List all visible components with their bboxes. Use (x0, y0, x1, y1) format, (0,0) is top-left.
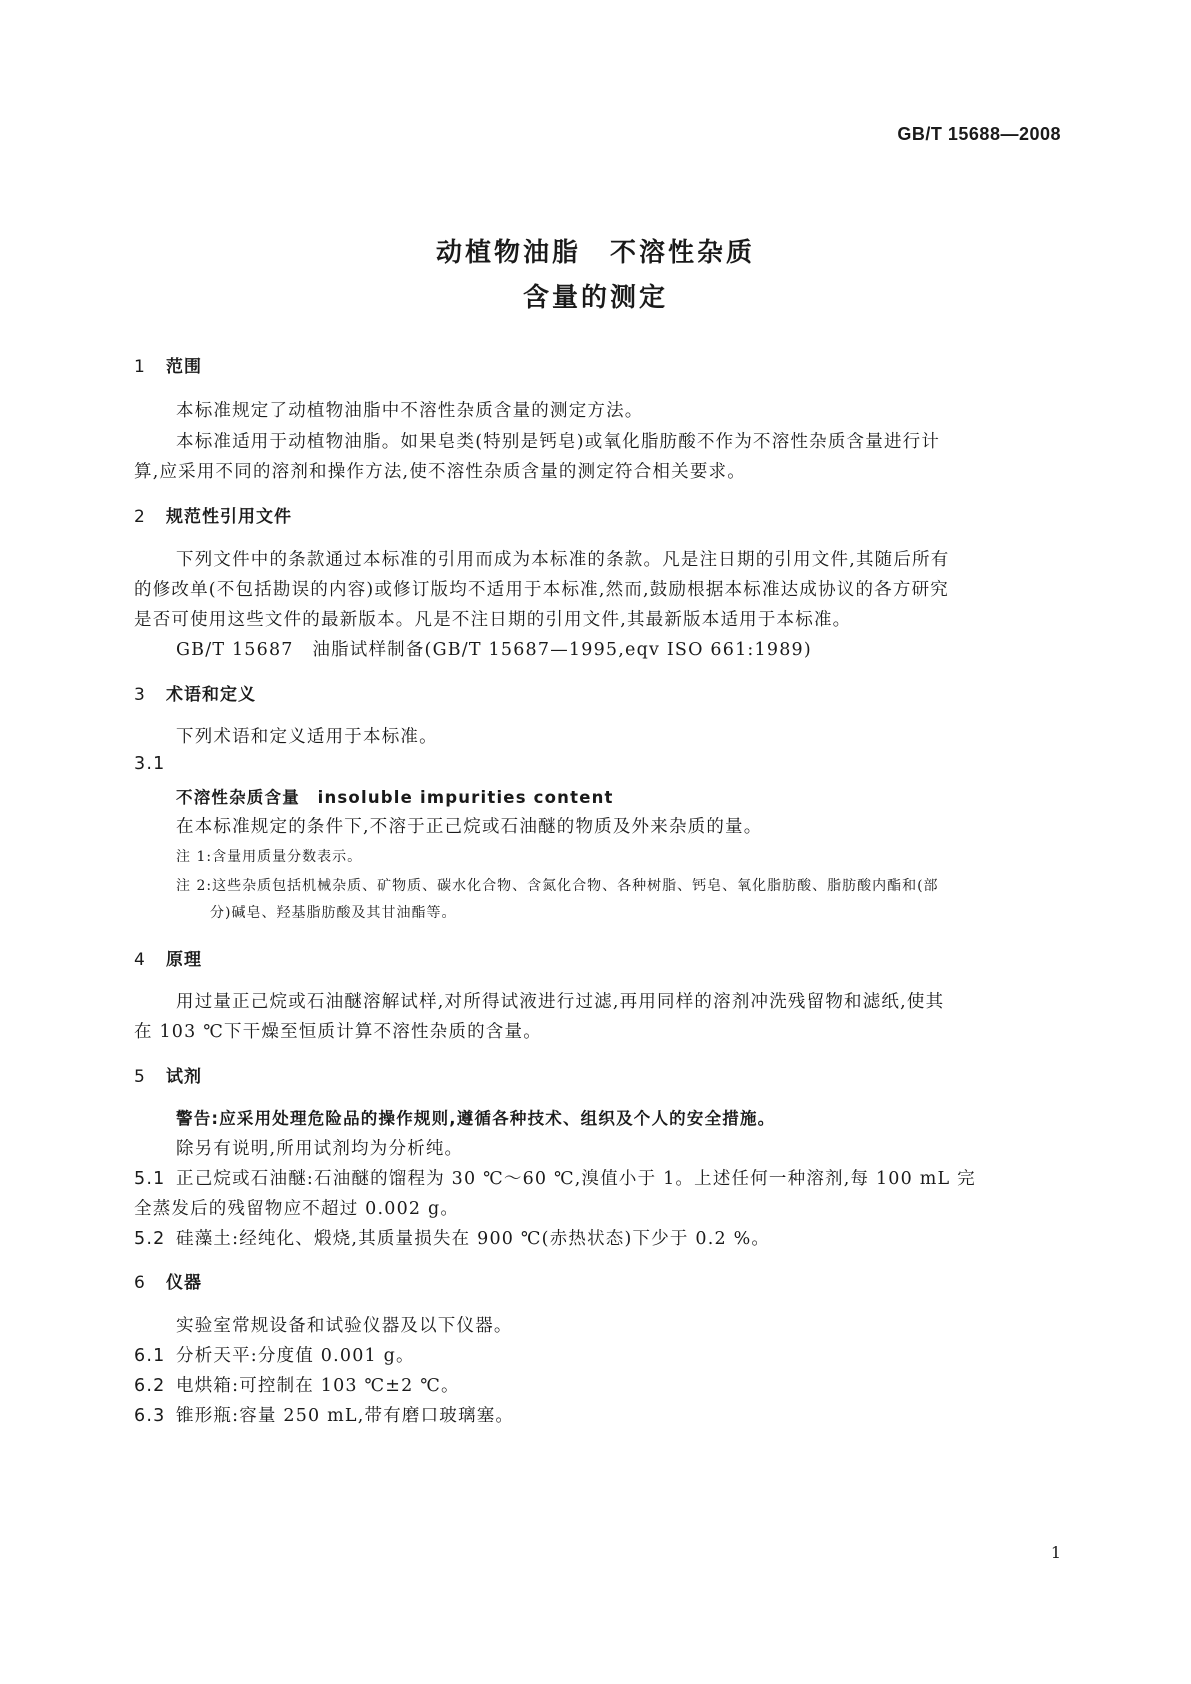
section-3-heading (134, 680, 256, 705)
section-number: 1 (134, 357, 146, 377)
item-number: 6.3 (134, 1406, 166, 1426)
paragraph: 算,应采用不同的溶剂和操作方法,使不溶性杂质含量的测定符合相关要求。 (134, 462, 746, 482)
reagent-item (134, 1165, 976, 1190)
paragraph: 本标准适用于动植物油脂。如果皂类(特别是钙皂)或氧化脂肪酸不作为不溶性杂质含量进行计 (176, 432, 941, 452)
item-number: 6.2 (134, 1376, 166, 1396)
note: 注 1:含量用质量分数表示。 (176, 849, 363, 865)
paragraph: 下列术语和定义适用于本标准。 (176, 727, 438, 747)
paragraph: 本标准规定了动植物油脂中不溶性杂质含量的测定方法。 (176, 401, 644, 421)
item-text: 硅藻土:经纯化、煅烧,其质量损失在 900 ℃(赤热状态)下少于 0.2 %。 (176, 1229, 771, 1249)
subsection-number: 3.1 (134, 754, 166, 774)
term-definition: 在本标准规定的条件下,不溶于正己烷或石油醚的物质及外来杂质的量。 (176, 817, 763, 837)
section-number: 5 (134, 1067, 146, 1087)
document-title-line-1: 动植物油脂 不溶性杂质 (435, 238, 755, 268)
safety-warning: 警告:应采用处理危险品的操作规则,遵循各种技术、组织及个人的安全措施。 (176, 1109, 776, 1128)
note: 分)碱皂、羟基脂肪酸及其甘油酯等。 (210, 905, 457, 921)
item-number: 5.2 (134, 1229, 166, 1249)
section-number: 6 (134, 1273, 146, 1293)
paragraph: 用过量正己烷或石油醚溶解试样,对所得试液进行过滤,再用同样的溶剂冲洗残留物和滤纸,使其 (176, 992, 945, 1012)
section-number: 2 (134, 507, 146, 527)
section-number: 3 (134, 685, 146, 705)
section-5-heading (134, 1062, 202, 1087)
apparatus-item (134, 1342, 415, 1367)
paragraph: 在 103 ℃下干燥至恒质计算不溶性杂质的含量。 (134, 1022, 542, 1042)
section-title: 规范性引用文件 (166, 507, 292, 527)
term-entry: 不溶性杂质含量 insoluble impurities content (176, 788, 614, 807)
reagent-item (134, 1225, 770, 1250)
section-title: 术语和定义 (166, 685, 256, 705)
section-2-heading (134, 502, 292, 527)
paragraph: 除另有说明,所用试剂均为分析纯。 (176, 1139, 464, 1159)
paragraph: 是否可使用这些文件的最新版本。凡是不注日期的引用文件,其最新版本适用于本标准。 (134, 610, 852, 630)
item-text: 分析天平:分度值 0.001 g。 (176, 1346, 415, 1366)
paragraph: 下列文件中的条款通过本标准的引用而成为本标准的条款。凡是注日期的引用文件,其随后所有 (176, 550, 950, 570)
standard-code: GB/T 15688—2008 (897, 124, 1061, 144)
section-number: 4 (134, 950, 146, 970)
document-title-line-2: 含量的测定 (522, 283, 668, 313)
item-text: 锥形瓶:容量 250 mL,带有磨口玻璃塞。 (176, 1406, 515, 1426)
section-1-heading (134, 352, 202, 377)
section-title: 仪器 (166, 1273, 202, 1293)
note: 注 2:这些杂质包括机械杂质、矿物质、碳水化合物、含氮化合物、各种树脂、钙皂、氧化脂肪酸、脂肪酸内酯和(部 (176, 878, 939, 894)
section-title: 试剂 (166, 1067, 202, 1087)
item-number: 6.1 (134, 1346, 166, 1366)
paragraph: 全蒸发后的残留物应不超过 0.002 g。 (134, 1199, 460, 1219)
paragraph: 的修改单(不包括勘误的内容)或修订版均不适用于本标准,然而,鼓励根据本标准达成协议的各方研究 (134, 580, 949, 600)
apparatus-item (134, 1402, 514, 1427)
page-number: 1 (1050, 1543, 1061, 1562)
section-4-heading (134, 945, 202, 970)
apparatus-item (134, 1372, 460, 1397)
item-number: 5.1 (134, 1169, 166, 1189)
section-6-heading (134, 1268, 202, 1293)
item-text: 正己烷或石油醚:石油醚的馏程为 30 ℃～60 ℃,溴值小于 1。上述任何一种溶剂,每 100 mL 完 (176, 1169, 976, 1189)
section-title: 范围 (166, 357, 202, 377)
paragraph: 实验室常规设备和试验仪器及以下仪器。 (176, 1316, 513, 1336)
item-text: 电烘箱:可控制在 103 ℃±2 ℃。 (176, 1376, 460, 1396)
section-title: 原理 (166, 950, 202, 970)
normative-reference: GB/T 15687 油脂试样制备(GB/T 15687—1995,eqv ISO 661:1989) (176, 640, 812, 660)
